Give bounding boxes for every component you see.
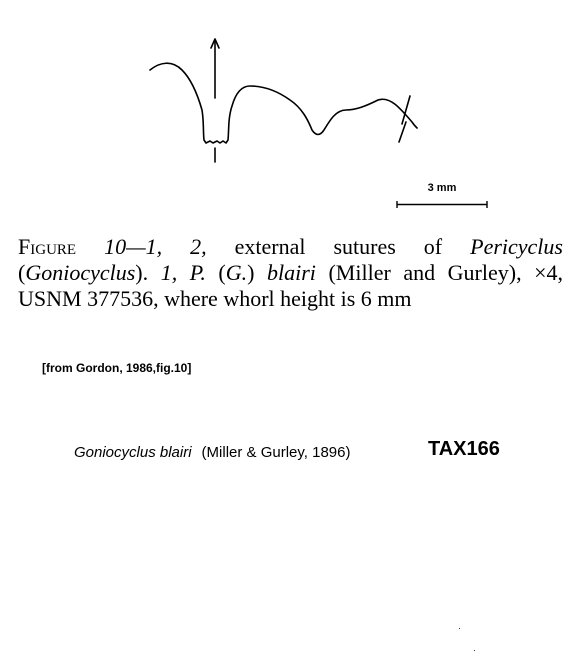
speck-mark	[459, 628, 460, 629]
scale-bar-label: 3 mm	[427, 182, 457, 194]
umbilical-seam-mark-upper	[402, 96, 410, 124]
caption-subgenus: Goniocyclus	[25, 260, 136, 285]
caption-text-6: (Miller and Gurley), ×4, USNM 377536, where whorl height is 6 mm	[18, 260, 564, 311]
taxon-line	[74, 444, 350, 461]
caption-text-3: ).	[135, 260, 161, 285]
suture-line-drawing	[140, 30, 430, 175]
suture-line	[150, 63, 417, 143]
caption-text-5: )	[247, 260, 268, 285]
scale-bar-line	[396, 201, 488, 208]
caption-item-1: 1, P.	[160, 260, 206, 285]
caption-species: blairi	[267, 260, 316, 285]
caption-figure-word: Figure	[18, 234, 77, 259]
taxon-author: (Miller & Gurley, 1896)	[201, 444, 351, 461]
source-citation: [from Gordon, 1986,fig.10]	[42, 361, 192, 375]
scale-bar	[394, 182, 490, 208]
caption-text-1: external sutures of	[206, 234, 471, 259]
caption-text-4: (	[205, 260, 226, 285]
caption-text-2: (	[18, 260, 26, 285]
speck-mark	[474, 650, 475, 651]
figure-caption	[18, 234, 563, 312]
caption-genus: Pericyclus	[470, 234, 563, 259]
taxon-code: TAX166	[428, 438, 500, 460]
umbilical-seam-mark-lower	[399, 122, 406, 142]
caption-subgenus-abbr: G.	[225, 260, 248, 285]
caption-figure-ref: 10—1, 2,	[104, 234, 207, 259]
taxon-name: Goniocyclus blairi	[74, 444, 192, 461]
